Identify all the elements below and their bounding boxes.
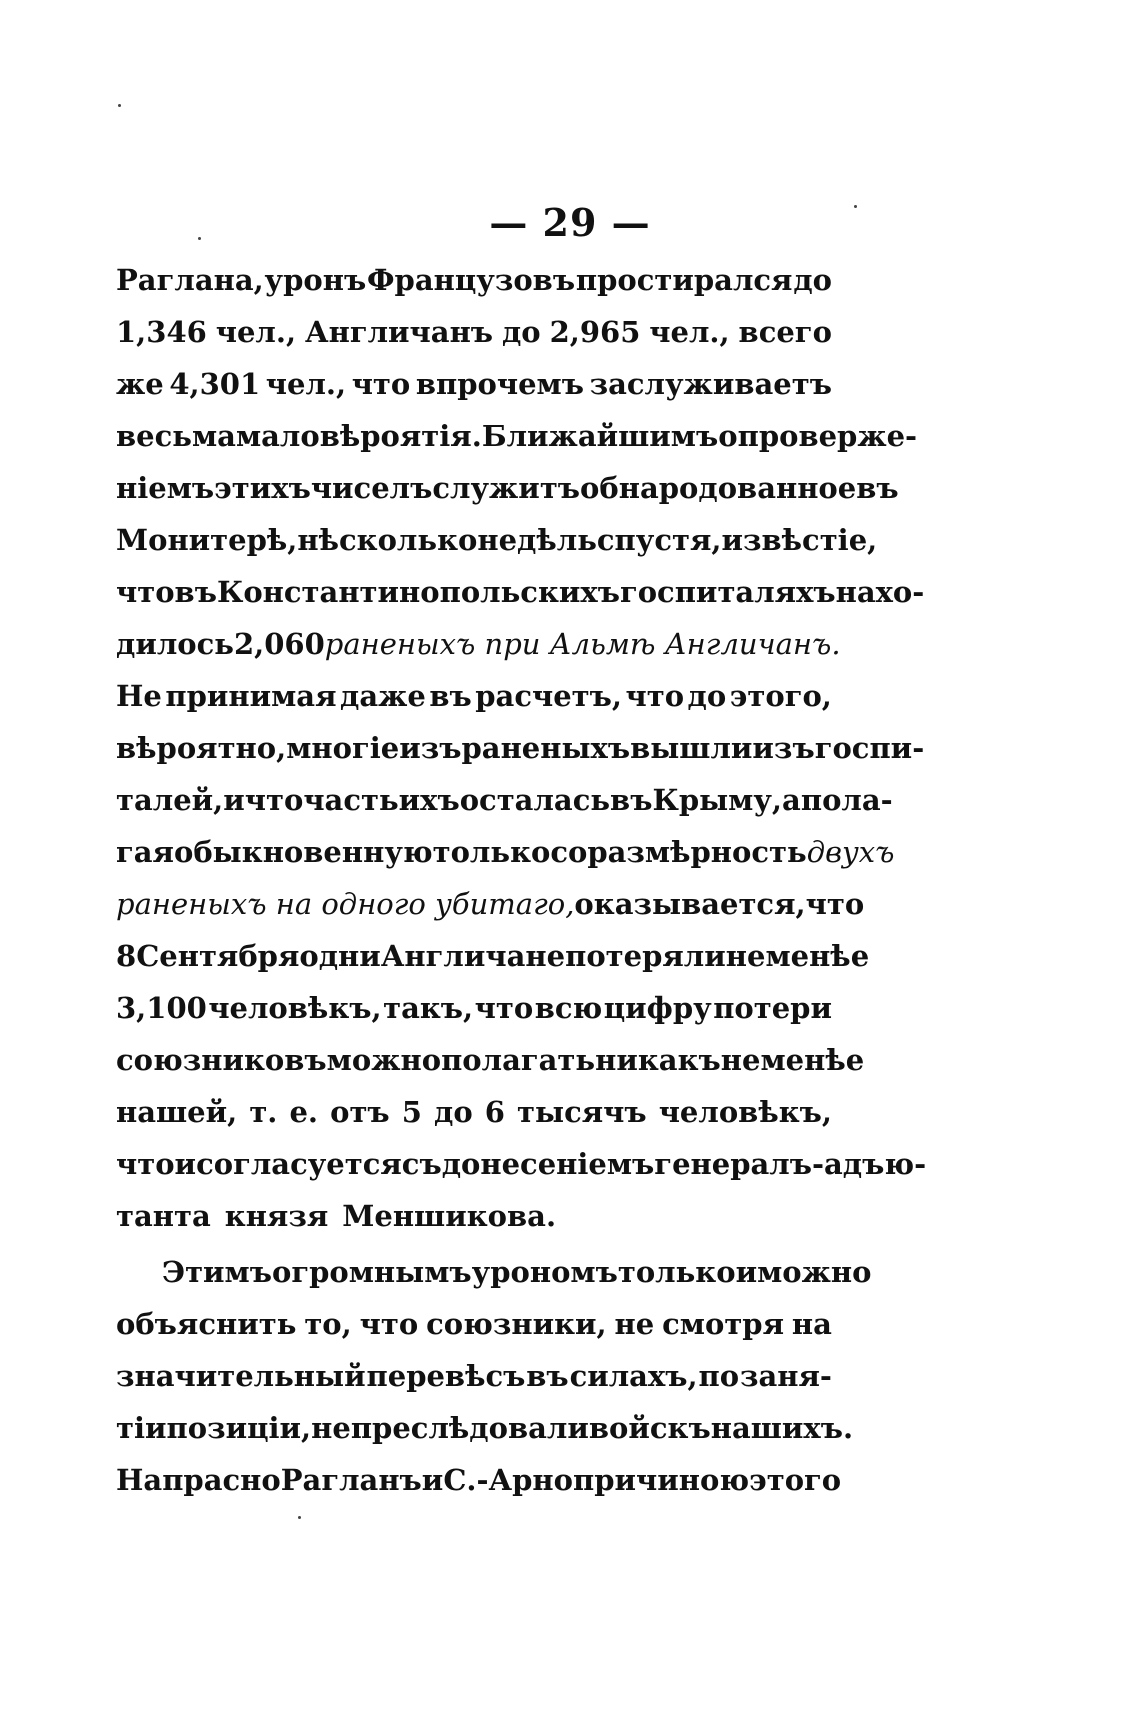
word: въ xyxy=(610,783,653,817)
word: Этимъ xyxy=(162,1255,272,1289)
word: что xyxy=(474,991,534,1025)
word: что xyxy=(244,783,304,817)
word: не xyxy=(725,939,766,973)
word: огромнымъ xyxy=(271,1255,472,1289)
word: обнародованное xyxy=(580,471,857,505)
word: смотря xyxy=(662,1307,784,1341)
word: войскъ xyxy=(588,1411,711,1445)
word: причиною xyxy=(573,1463,750,1497)
word: 5 xyxy=(401,1095,422,1129)
word: Меншикова. xyxy=(342,1199,557,1233)
word: раненыхъ на одного убитаго, xyxy=(116,887,575,921)
word: этого xyxy=(749,1463,842,1497)
text-line xyxy=(116,991,832,1043)
word: а xyxy=(782,783,801,817)
word: заслуживаетъ xyxy=(589,367,832,401)
word: потери xyxy=(713,991,832,1025)
word: полагать xyxy=(441,1043,596,1077)
text-line xyxy=(116,1095,832,1147)
word: 2,060 xyxy=(233,627,325,661)
word: танта xyxy=(116,1199,211,1233)
paragraph-2 xyxy=(116,1255,872,1515)
word: расчетъ, xyxy=(475,679,622,713)
word: силахъ, xyxy=(569,1359,698,1393)
word: недѣль xyxy=(477,523,597,557)
word: нашей, xyxy=(116,1095,238,1129)
word: нахо- xyxy=(835,575,925,609)
print-speck xyxy=(854,205,857,208)
word: преслѣдовали xyxy=(350,1411,589,1445)
text-line xyxy=(116,1359,832,1411)
word: генералъ-адъю- xyxy=(654,1147,927,1181)
word: оказывается, xyxy=(574,887,806,921)
text-line xyxy=(116,263,832,315)
word: союзниковъ xyxy=(116,1043,327,1077)
word: тіи xyxy=(116,1411,167,1445)
word: Англичанъ xyxy=(304,315,494,349)
word: менѣе xyxy=(765,939,870,973)
print-speck xyxy=(298,1516,301,1519)
word: гая xyxy=(116,835,174,869)
word: можно xyxy=(757,1255,872,1289)
text-line xyxy=(116,1307,832,1359)
word: вышли xyxy=(630,731,753,765)
word: и xyxy=(174,1147,197,1181)
word: Рагланъ xyxy=(280,1463,422,1497)
word: чиселъ xyxy=(310,471,433,505)
word: что xyxy=(116,1147,175,1181)
text-line xyxy=(116,471,899,523)
word: что xyxy=(351,367,411,401)
word: только xyxy=(617,1255,736,1289)
word: заня- xyxy=(739,1359,832,1393)
print-speck xyxy=(118,104,121,107)
word: объяснить xyxy=(116,1307,297,1341)
word: е. xyxy=(289,1095,319,1129)
word: на xyxy=(791,1307,832,1341)
word: всего xyxy=(738,315,832,349)
word: даже xyxy=(340,679,426,713)
word: и xyxy=(223,783,245,817)
word: нашихъ. xyxy=(710,1411,854,1445)
word: что xyxy=(359,1307,419,1341)
word: раненыхъ при Альмѣ Англичанъ. xyxy=(324,627,841,661)
word: опроверже- xyxy=(718,419,918,453)
word: менѣе xyxy=(760,1043,865,1077)
word: по xyxy=(698,1359,740,1393)
word: спустя, xyxy=(596,523,722,557)
text-line xyxy=(116,367,832,419)
word: чел., xyxy=(265,367,347,401)
word: Не xyxy=(116,679,162,713)
word: этихъ xyxy=(214,471,311,505)
text-line xyxy=(116,835,895,887)
text-line xyxy=(116,315,832,367)
word: обыкновенную xyxy=(174,835,433,869)
word: чел., xyxy=(215,315,297,349)
text-line xyxy=(116,1043,865,1095)
word: 4,301 xyxy=(169,367,261,401)
text-line xyxy=(116,1411,854,1463)
word: весьма xyxy=(116,419,236,453)
word: цифру xyxy=(603,991,712,1025)
word: Сентября xyxy=(136,939,300,973)
word: что xyxy=(116,575,175,609)
word: до xyxy=(793,263,832,297)
word: до xyxy=(687,679,727,713)
word: 3,100 xyxy=(116,991,207,1025)
word: С.-Арно xyxy=(443,1463,573,1497)
word: значительный xyxy=(116,1359,366,1393)
word: не xyxy=(720,1043,761,1077)
word: 8 xyxy=(116,939,137,973)
word: соразмѣрность xyxy=(550,835,807,869)
word: то, xyxy=(304,1307,352,1341)
text-line xyxy=(116,575,925,627)
word: человѣкъ, xyxy=(208,991,382,1025)
word: госпи- xyxy=(814,731,925,765)
word: изъ xyxy=(399,731,462,765)
word: дилось xyxy=(116,627,234,661)
word: госпиталяхъ xyxy=(619,575,836,609)
word: донесеніемъ xyxy=(441,1147,655,1181)
text-line xyxy=(116,679,832,731)
word: съ xyxy=(401,1147,442,1181)
word: Французовъ xyxy=(367,263,576,297)
word: потеряли xyxy=(565,939,726,973)
word: этого, xyxy=(729,679,832,713)
word: вѣроятія. xyxy=(319,419,482,453)
word: впрочемъ xyxy=(415,367,584,401)
word: Напрасно xyxy=(116,1463,281,1497)
word: урономъ xyxy=(471,1255,618,1289)
word: уронъ xyxy=(264,263,367,297)
word: союзники, xyxy=(426,1307,607,1341)
word: только xyxy=(432,835,551,869)
word: одни xyxy=(299,939,381,973)
word: Константинопольскихъ xyxy=(216,575,620,609)
text-line xyxy=(116,1199,832,1251)
word: такъ, xyxy=(383,991,474,1025)
word: простирался xyxy=(575,263,793,297)
word: не xyxy=(311,1411,351,1445)
word: изъ xyxy=(752,731,815,765)
word: и xyxy=(735,1255,758,1289)
word: Ближайшимъ xyxy=(481,419,719,453)
word: нѣсколько xyxy=(297,523,478,557)
word: раненыхъ xyxy=(461,731,631,765)
text-line xyxy=(116,939,870,991)
text-line xyxy=(116,1255,872,1307)
word: ніемъ xyxy=(116,471,215,505)
word: часть xyxy=(303,783,399,817)
word: въ xyxy=(856,471,899,505)
word: вѣроятно, xyxy=(116,731,287,765)
word: тысячъ xyxy=(517,1095,647,1129)
text-line xyxy=(116,1147,927,1199)
word: талей, xyxy=(116,783,224,817)
word: позиціи, xyxy=(166,1411,312,1445)
text-line xyxy=(116,1463,842,1515)
word: Крыму, xyxy=(652,783,783,817)
body-text xyxy=(116,263,927,1515)
word: можно xyxy=(326,1043,442,1077)
page-number: — 29 — xyxy=(489,200,651,245)
word: въ xyxy=(526,1359,569,1393)
paragraph-1 xyxy=(116,263,927,1251)
word: отъ xyxy=(330,1095,390,1129)
text-line xyxy=(116,731,925,783)
word: пола- xyxy=(800,783,893,817)
word: Монитерѣ, xyxy=(116,523,298,557)
word: до xyxy=(501,315,541,349)
word: мало xyxy=(235,419,320,453)
text-line xyxy=(116,523,878,575)
text-line xyxy=(116,419,918,471)
word: въ xyxy=(174,575,217,609)
word: 6 xyxy=(484,1095,505,1129)
word: же xyxy=(116,367,164,401)
text-line xyxy=(116,783,893,835)
word: до xyxy=(434,1095,473,1129)
word: извѣстіе, xyxy=(721,523,878,557)
word: князя xyxy=(224,1199,329,1233)
word: и xyxy=(421,1463,444,1497)
word: многіе xyxy=(286,731,400,765)
word: Раглана, xyxy=(116,263,264,297)
word: что xyxy=(805,887,865,921)
word: т. xyxy=(249,1095,278,1129)
word: ихъ xyxy=(398,783,460,817)
text-line xyxy=(116,887,865,939)
print-speck xyxy=(198,237,201,240)
word: Англичане xyxy=(380,939,566,973)
word: перевѣсъ xyxy=(366,1359,526,1393)
word: чел., xyxy=(649,315,730,349)
word: двухъ xyxy=(806,835,895,869)
word: въ xyxy=(429,679,472,713)
word: никакъ xyxy=(595,1043,721,1077)
word: человѣкъ, xyxy=(658,1095,832,1129)
word: не xyxy=(614,1307,655,1341)
word: всю xyxy=(534,991,603,1025)
text-line xyxy=(116,627,841,679)
word: принимая xyxy=(165,679,337,713)
word: что xyxy=(625,679,685,713)
word: 1,346 xyxy=(116,315,207,349)
word: осталась xyxy=(459,783,611,817)
word: 2,965 xyxy=(549,315,641,349)
word: служитъ xyxy=(432,471,581,505)
word: согласуется xyxy=(196,1147,402,1181)
